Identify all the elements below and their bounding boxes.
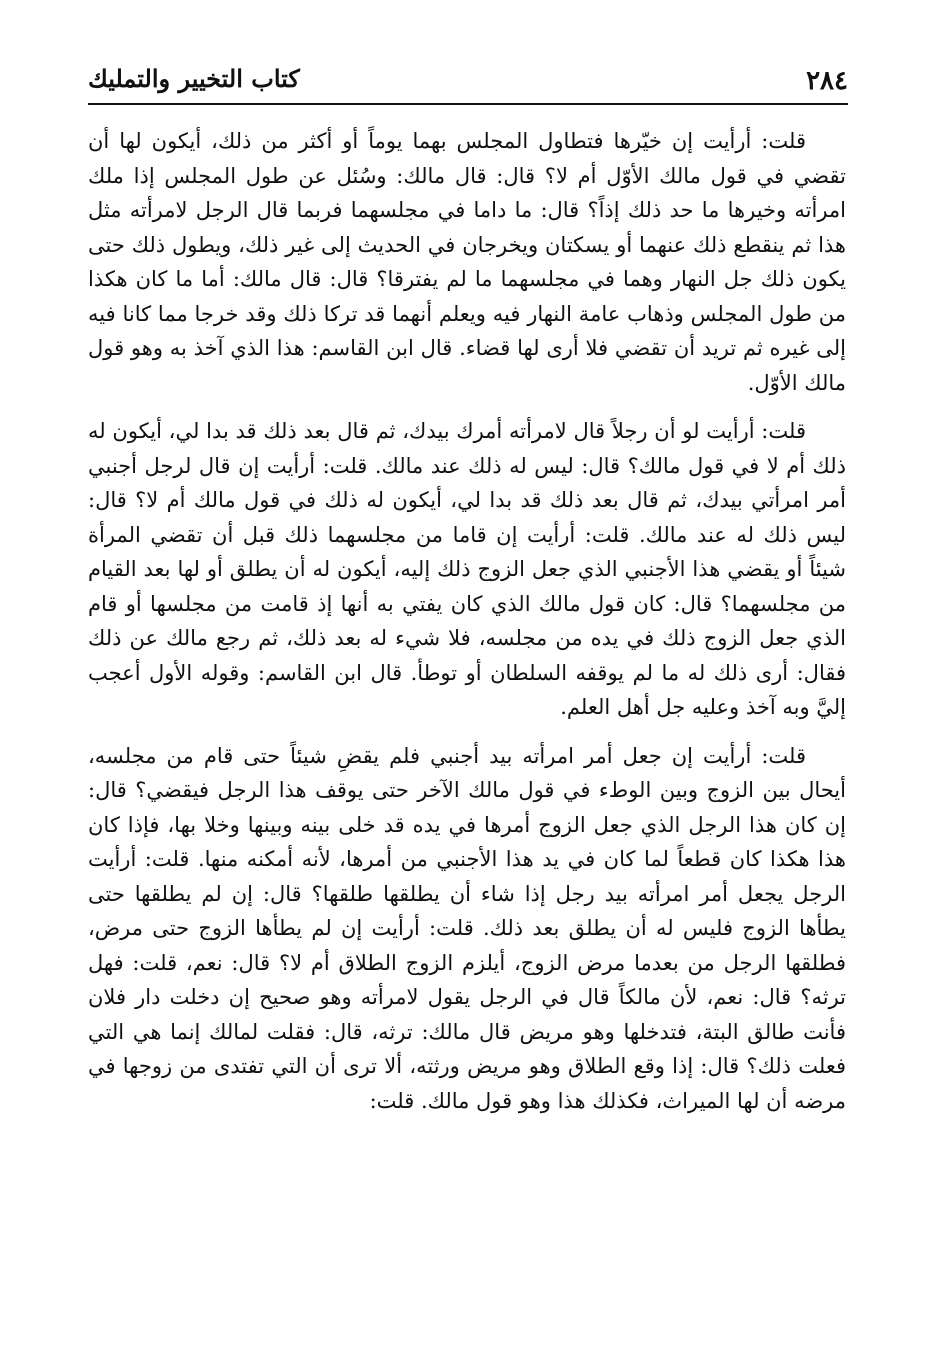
paragraph-3: قلت: أرأيت إن جعل أمر امرأته بيد أجنبي فلم يقضِ شيئاً حتى قام من مجلسه، أيحال بين الزوج وبين الوطء في قول مالك الآخر حتى يوقف هذا الرجل فيقضي؟ قال: إن كان هذا الرجل الذي جعل الزوج أمرها في يده قد خلى بينه وبينها وخلا بها، فإذا كان هذا هكذا كان قطعاً لما كان في يد هذا الأجنبي من أمرها، لأنه أمكنه منها. قلت: أرأيت الرجل يجعل أمر امرأته بيد رجل إذا شاء أن يطلقها طلقها؟ قال: إن لم يطلقها حتى يطأها الزوج فليس له أن يطلق بعد ذلك. قلت: أرأيت إن لم يطأها الزوج حتى مرض، فطلقها الرجل من بعدما مرض الزوج، أيلزم الزوج الطلاق أم لا؟ قال: نعم، قلت: فهل ترثه؟ قال: نعم، لأن مالكاً قال في الرجل يقول لامرأته وهو صحيح إن دخلت دار فلان فأنت طالق البتة، فتدخلها وهو مريض قال مالك: ترثه، قال: فقلت لمالك إنما هي التي فعلت ذلك؟ قال: إذا وقع الطلاق وهو مريض ورثته، ألا ترى أن التي تفتدى من زوجها في مرضه أن لها الميراث، فكذلك هذا وهو قول مالك. قلت: (88, 743, 846, 1113)
paragraph-2: قلت: أرأيت لو أن رجلاً قال لامرأته أمرك بيدك، ثم قال بعد ذلك قد بدا لي، أيكون له ذلك أم لا في قول مالك؟ قال: ليس له ذلك عند مالك. قلت: أرأيت إن قال لرجل أجنبي أمر امرأتي بيدك، ثم قال بعد ذلك قد بدا لي، أيكون له ذلك في قول مالك أم لا؟ قال: ليس ذلك له عند مالك. قلت: أرأيت إن قاما من مجلسهما ذلك قبل أن تقضي المرأة شيئاً أو يقضي هذا الأجنبي الذي جعل الزوج ذلك إليه، أيكون له أن يطلق أو لها بعد القيام من مجلسهما؟ قال: كان قول مالك الذي كان يفتي به أنها إذ قامت من مجلسها أو قام الذي جعل الزوج ذلك في يده من مجلسه، فلا شيء له بعد ذلك، ثم رجع مالك عن ذلك فقال: أرى ذلك له ما لم يوقفه السلطان أو توطأ. قال ابن القاسم: وقوله الأول أعجب إليَّ وبه آخذ وعليه جل أهل العلم. (88, 419, 846, 719)
running-title: كتاب التخيير والتمليك (88, 64, 300, 93)
body-text (88, 124, 846, 1118)
page-header (88, 60, 848, 100)
paragraph-1: قلت: أرأيت إن خيّرها فتطاول المجلس بهما يوماً أو أكثر من ذلك، أيكون لها أن تقضي في قول مالك الأوّل أم لا؟ قال: قال مالك: وسُئل عن طول المجلس إذا ملك امرأته وخيرها ما حد ذلك إذاً؟ قال: ما داما في مجلسهما فربما قال الرجل لامرأته مثل هذا ثم ينقطع ذلك عنهما أو يسكتان ويخرجان في الحديث إلى غير ذلك، ويطول ذلك حتى يكون ذلك جل النهار وهما في مجلسهما ما لم يفترقا؟ قال: قال مالك: أما ما كان هكذا من طول المجلس وذهاب عامة النهار فيه ويعلم أنهما قد تركا ذلك وقد خرجا مما كانا فيه إلى غيره ثم تريد أن تقضي فلا أرى لها قضاء. قال ابن القاسم: هذا الذي آخذ به وهو قول مالك الأوّل. (88, 129, 846, 395)
page-number: ٢٨٤ (806, 66, 848, 96)
header-rule (88, 103, 848, 105)
